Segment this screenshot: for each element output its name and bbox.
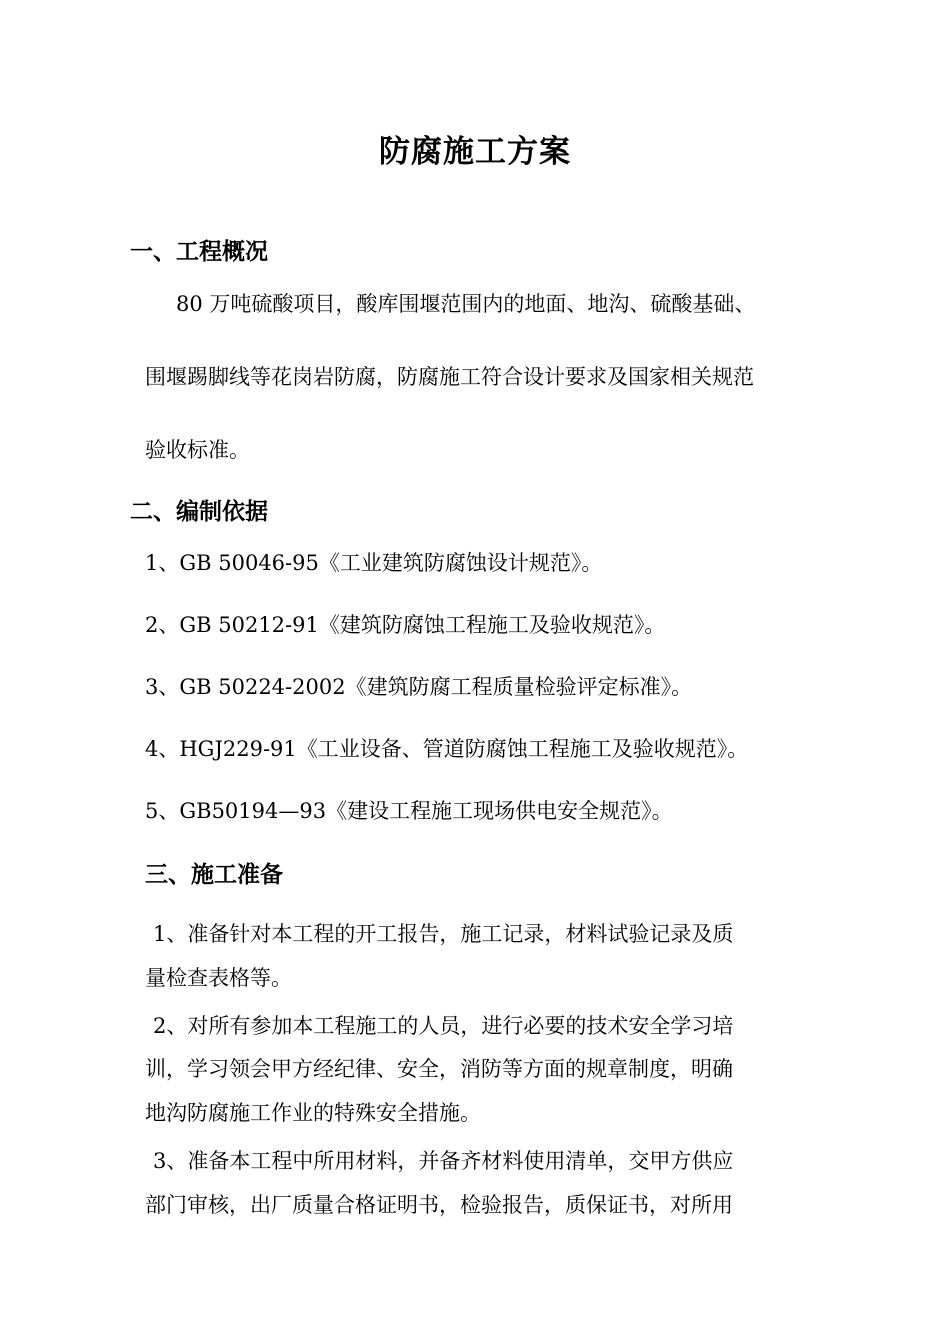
list-item: 4、HGJ229-91《工业设备、管道防腐蚀工程施工及验收规范》。 xyxy=(145,737,749,761)
paragraph-line: 3、准备本工程中所用材料，并备齐材料使用清单，交甲方供应 xyxy=(153,1149,734,1173)
paragraph-line: 验收标准。 xyxy=(145,438,250,462)
list-item: 2、GB 50212-91《建筑防腐蚀工程施工及验收规范》。 xyxy=(145,613,666,637)
paragraph-line: 量检查表格等。 xyxy=(145,966,292,990)
paragraph-line: 1、准备针对本工程的开工报告，施工记录，材料试验记录及质 xyxy=(153,922,734,946)
paragraph-line: 部门审核，出厂质量合格证明书，检验报告，质保证书，对所用 xyxy=(145,1193,733,1217)
paragraph-line: 地沟防腐施工作业的特殊安全措施。 xyxy=(145,1101,481,1125)
section-heading-overview: 一、工程概况 xyxy=(130,238,268,265)
paragraph-line: 80 万吨硫酸项目，酸库围堰范围内的地面、地沟、硫酸基础、 xyxy=(176,292,756,316)
section-heading-basis: 二、编制依据 xyxy=(130,498,268,525)
list-item: 3、GB 50224-2002《建筑防腐工程质量检验评定标准》。 xyxy=(145,675,693,699)
paragraph-line: 训，学习领会甲方经纪律、安全，消防等方面的规章制度，明确 xyxy=(145,1057,733,1081)
list-item: 1、GB 50046-95《工业建筑防腐蚀设计规范》。 xyxy=(145,551,603,575)
document-title: 防腐施工方案 xyxy=(379,134,571,170)
paragraph-line: 2、对所有参加本工程施工的人员，进行必要的技术安全学习培 xyxy=(153,1014,734,1038)
paragraph-line: 围堰踢脚线等花岗岩防腐，防腐施工符合设计要求及国家相关规范 xyxy=(145,365,754,389)
section-heading-preparation: 三、施工准备 xyxy=(145,861,283,888)
list-item: 5、GB50194—93《建设工程施工现场供电安全规范》。 xyxy=(145,799,673,823)
